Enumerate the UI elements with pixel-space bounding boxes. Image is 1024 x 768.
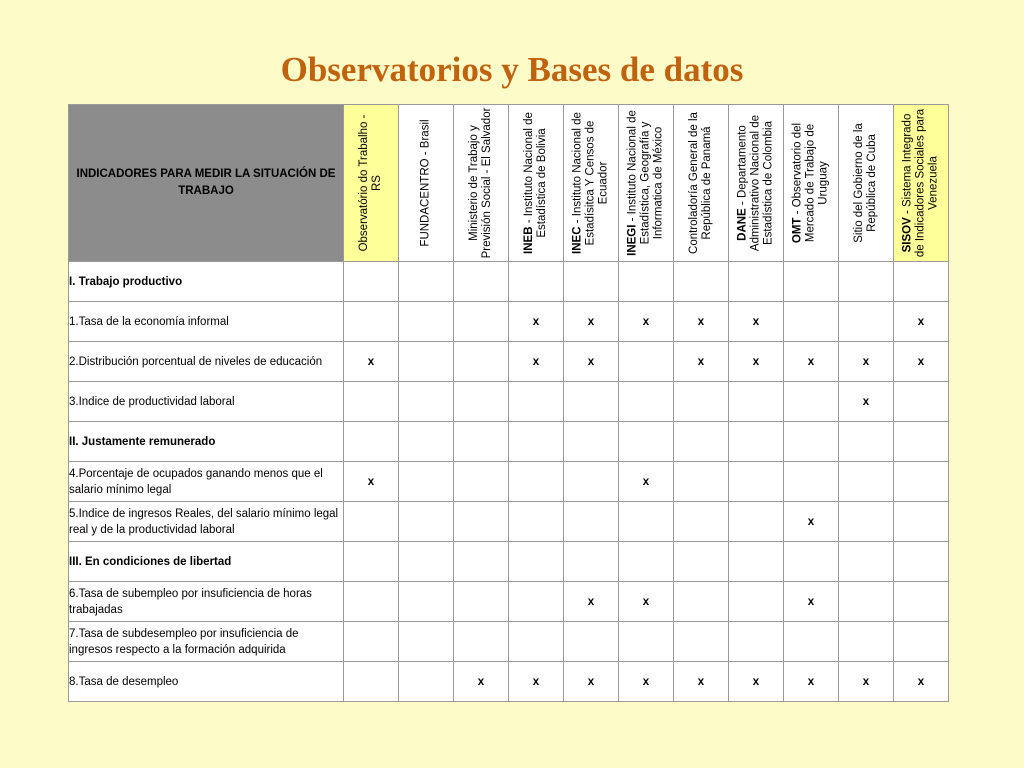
mark-cell [619, 422, 674, 462]
mark-cell [784, 302, 839, 342]
mark-cell [399, 342, 454, 382]
indicator-row [69, 502, 949, 542]
mark-cell [839, 582, 894, 622]
column-name: - Instituto Nacional de Estadística de Bolivia [523, 112, 548, 238]
section-row [69, 422, 949, 462]
mark-cell: x [784, 582, 839, 622]
mark-cell [839, 422, 894, 462]
column-header [564, 105, 619, 262]
column-header [619, 105, 674, 262]
mark-cell [454, 422, 509, 462]
mark-cell: x [894, 342, 949, 382]
column-header [839, 105, 894, 262]
mark-cell [454, 342, 509, 382]
mark-cell: x [454, 662, 509, 702]
mark-cell [399, 622, 454, 662]
mark-cell [839, 622, 894, 662]
column-name: Sitio del Gobierno de la República de Cuba [853, 123, 878, 243]
mark-cell: x [784, 662, 839, 702]
mark-cell [729, 622, 784, 662]
column-abbreviation: INEB [523, 226, 535, 254]
column-name: Observatório do Trabalho - RS [358, 114, 383, 252]
mark-cell [454, 542, 509, 582]
mark-cell: x [729, 662, 784, 702]
mark-cell [729, 502, 784, 542]
indicator-label: 1.Tasa de la economía informal [69, 302, 344, 342]
mark-cell [344, 382, 399, 422]
mark-cell [564, 622, 619, 662]
mark-cell [399, 422, 454, 462]
column-name: - Instituto Nacional de Estadísitca Y Censos de Ecuador [571, 112, 610, 246]
mark-cell [839, 502, 894, 542]
mark-cell: x [564, 662, 619, 702]
column-abbreviation: DANE [736, 208, 749, 241]
mark-cell [674, 422, 729, 462]
mark-cell [509, 582, 564, 622]
mark-cell: x [564, 342, 619, 382]
mark-cell [674, 262, 729, 302]
column-header-label [688, 107, 714, 259]
mark-cell [784, 382, 839, 422]
mark-cell [344, 542, 399, 582]
mark-cell [729, 542, 784, 582]
indicator-label: 4.Porcentaje de ocupados ganando menos que el salario mínimo legal [69, 462, 344, 502]
mark-cell [564, 462, 619, 502]
section-label: III. En condiciones de libertad [69, 542, 344, 582]
indicator-label: 8.Tasa de desempleo [69, 662, 344, 702]
mark-cell [454, 382, 509, 422]
mark-cell [454, 502, 509, 542]
mark-cell [674, 622, 729, 662]
column-header [454, 105, 509, 262]
indicator-label: 6.Tasa de subempleo por insuficiencia de horas trabajadas [69, 582, 344, 622]
mark-cell: x [619, 662, 674, 702]
column-name: - Sistema Integrado de Indicadores Sociales para Venezuela [901, 108, 940, 258]
mark-cell [839, 262, 894, 302]
mark-cell: x [674, 302, 729, 342]
mark-cell [399, 582, 454, 622]
indicators-table [68, 104, 949, 702]
mark-cell [454, 622, 509, 662]
mark-cell: x [894, 302, 949, 342]
section-label: I. Trabajo productivo [69, 262, 344, 302]
column-header [894, 105, 949, 262]
mark-cell: x [674, 662, 729, 702]
section-row [69, 262, 949, 302]
mark-cell [619, 382, 674, 422]
mark-cell [564, 502, 619, 542]
mark-cell [399, 302, 454, 342]
column-name: - Departamento Administrativo Nacional de Estadística de Colombia [736, 114, 775, 252]
mark-cell [619, 502, 674, 542]
mark-cell [729, 262, 784, 302]
mark-cell [399, 462, 454, 502]
mark-cell [399, 382, 454, 422]
mark-cell: x [509, 662, 564, 702]
column-header [509, 105, 564, 262]
column-header-label [572, 107, 611, 259]
mark-cell [894, 422, 949, 462]
table-corner-header: INDICADORES PARA MEDIR LA SITUACIÓN DE TRABAJO [69, 105, 344, 262]
mark-cell: x [839, 662, 894, 702]
column-header-label [468, 107, 494, 259]
mark-cell [564, 262, 619, 302]
mark-cell [509, 422, 564, 462]
mark-cell [344, 422, 399, 462]
mark-cell: x [839, 382, 894, 422]
indicator-label: 2.Distribución porcentual de niveles de educación [69, 342, 344, 382]
mark-cell [399, 262, 454, 302]
mark-cell [839, 462, 894, 502]
indicator-row [69, 622, 949, 662]
indicator-row [69, 582, 949, 622]
mark-cell [674, 462, 729, 502]
indicator-row [69, 662, 949, 702]
mark-cell [509, 262, 564, 302]
mark-cell [454, 462, 509, 502]
mark-cell: x [344, 462, 399, 502]
column-header-label [523, 107, 549, 259]
mark-cell [894, 502, 949, 542]
mark-cell: x [729, 342, 784, 382]
mark-cell [344, 622, 399, 662]
mark-cell [399, 542, 454, 582]
mark-cell [399, 662, 454, 702]
column-name: - Instituto Nacional de Estadística, Geografía y Informatica de México [626, 110, 665, 245]
mark-cell [454, 302, 509, 342]
indicator-row [69, 302, 949, 342]
indicator-label: 7.Tasa de subdesempleo por insuficiencia de ingresos respecto a la formación adquirida [69, 622, 344, 662]
mark-cell [619, 262, 674, 302]
indicator-row [69, 382, 949, 422]
column-name: Controladoría General de la República de Panamá [688, 112, 713, 254]
mark-cell [729, 382, 784, 422]
mark-cell [509, 462, 564, 502]
mark-cell [894, 542, 949, 582]
column-abbreviation: OMT [791, 217, 804, 244]
mark-cell [564, 422, 619, 462]
mark-cell: x [894, 662, 949, 702]
mark-cell [509, 542, 564, 582]
column-header-label [420, 107, 433, 259]
mark-cell [784, 542, 839, 582]
section-row [69, 542, 949, 582]
mark-cell [344, 502, 399, 542]
indicator-row [69, 462, 949, 502]
mark-cell [894, 582, 949, 622]
mark-cell [619, 622, 674, 662]
column-header-label [737, 107, 776, 259]
mark-cell [674, 542, 729, 582]
mark-cell: x [619, 582, 674, 622]
mark-cell [894, 462, 949, 502]
section-label: II. Justamente remunerado [69, 422, 344, 462]
table-header-row [69, 105, 949, 262]
mark-cell [784, 422, 839, 462]
mark-cell [564, 542, 619, 582]
mark-cell [674, 582, 729, 622]
mark-cell: x [619, 462, 674, 502]
mark-cell [729, 582, 784, 622]
column-header-label [627, 107, 666, 259]
indicator-label: 5.Indice de ingresos Reales, del salario mínimo legal real y de la productividad laboral [69, 502, 344, 542]
column-abbreviation: SISOV [901, 217, 914, 253]
column-header-label [902, 107, 941, 259]
mark-cell [344, 582, 399, 622]
indicator-label: 3.Indice de productividad laboral [69, 382, 344, 422]
mark-cell [619, 342, 674, 382]
mark-cell [784, 262, 839, 302]
mark-cell [454, 262, 509, 302]
mark-cell [839, 302, 894, 342]
mark-cell: x [509, 302, 564, 342]
column-header-label [853, 107, 879, 259]
column-name: - Observatorio del Mercado de Trabajo de Uruguay [791, 122, 830, 243]
mark-cell [509, 382, 564, 422]
mark-cell [564, 382, 619, 422]
mark-cell [674, 382, 729, 422]
mark-cell [839, 542, 894, 582]
mark-cell [894, 622, 949, 662]
column-abbreviation: INEC [571, 226, 584, 254]
mark-cell: x [674, 342, 729, 382]
mark-cell [784, 462, 839, 502]
table-body [69, 262, 949, 702]
column-header [344, 105, 399, 262]
mark-cell [454, 582, 509, 622]
mark-cell: x [729, 302, 784, 342]
mark-cell [344, 662, 399, 702]
mark-cell [344, 302, 399, 342]
slide-title: Observatorios y Bases de datos [280, 50, 744, 89]
mark-cell: x [619, 302, 674, 342]
column-name: Ministerio de Trabajo y Previsión Social - El Salvador [468, 107, 493, 259]
column-header [674, 105, 729, 262]
mark-cell: x [509, 342, 564, 382]
column-header-label [358, 107, 384, 259]
column-header [399, 105, 454, 262]
mark-cell: x [564, 302, 619, 342]
mark-cell [784, 622, 839, 662]
mark-cell [399, 502, 454, 542]
indicator-row [69, 342, 949, 382]
mark-cell [894, 262, 949, 302]
mark-cell [729, 462, 784, 502]
mark-cell [344, 262, 399, 302]
mark-cell [619, 542, 674, 582]
mark-cell: x [839, 342, 894, 382]
mark-cell [674, 502, 729, 542]
column-name: FUNDACENTRO - Brasil [419, 119, 432, 247]
mark-cell [729, 422, 784, 462]
mark-cell: x [344, 342, 399, 382]
mark-cell [509, 502, 564, 542]
column-header-label [792, 107, 831, 259]
column-header [729, 105, 784, 262]
mark-cell [509, 622, 564, 662]
mark-cell: x [784, 342, 839, 382]
mark-cell: x [564, 582, 619, 622]
column-abbreviation: INEGI [626, 224, 639, 256]
mark-cell: x [784, 502, 839, 542]
mark-cell [894, 382, 949, 422]
column-header [784, 105, 839, 262]
